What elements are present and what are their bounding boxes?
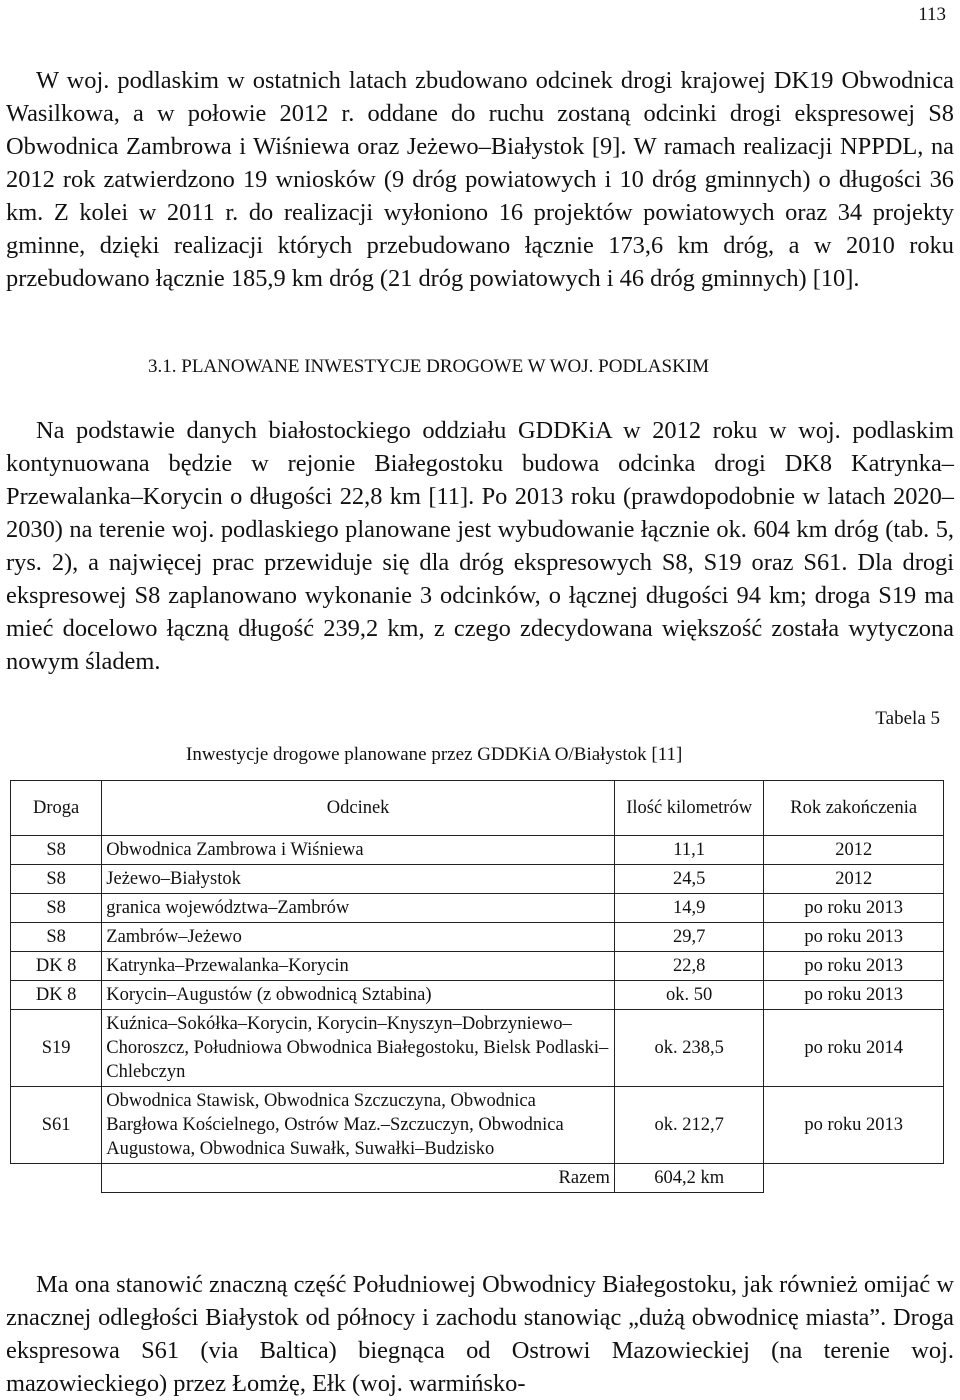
road-investments-table — [10, 780, 944, 1193]
header-road: Droga — [11, 781, 102, 836]
cell-segment: Obwodnica Stawisk, Obwodnica Szczuczyna, Obwodnica Bargłowa Kościelnego, Ostrów Maz.–Szczuczyn, Obwodnica Augustowa, Obwodnica Suwałk, Suwałki–Budzisko — [102, 1087, 615, 1164]
table-header-row — [11, 781, 944, 836]
cell-year: po roku 2013 — [764, 952, 944, 981]
table-row — [11, 865, 944, 894]
table-label: Tabela 5 — [875, 708, 940, 729]
table-row — [11, 836, 944, 865]
paragraph-s61: Ma ona stanowić znaczną część Południowej Obwodnicy Białegostoku, jak również omijać w znacznej odległości Białystok od północy i zachodu stanowiąc „dużą obwodnicę miasta”. Droga ekspresowa S61 (via Baltica) biegnąca od Ostrowi Mazowieckiej (na terenie woj. mazowieckiego) przez Łomżę, Ełk (woj. warmińsko- — [6, 1271, 954, 1397]
section-heading: 3.1. PLANOWANE INWESTYCJE DROGOWE W WOJ. PODLASKIM — [148, 356, 710, 377]
cell-segment: Jeżewo–Białystok — [102, 865, 615, 894]
cell-length: 22,8 — [614, 952, 763, 981]
paragraph-intro: W woj. podlaskim w ostatnich latach zbudowano odcinek drogi krajowej DK19 Obwodnica Wasilkowa, a w połowie 2012 r. oddane do ruchu zostaną odcinki drogi ekspresowej S8 Obwodnica Zambrowa i Wiśniewa oraz Jeżewo–Białystok [9]. W ramach realizacji NPPDL, na 2012 rok zatwierdzono 19 wniosków (9 dróg powiatowych i 10 dróg gminnych) o długości 36 km. Z kolei w 2011 r. do realizacji wyłoniono 16 projektów powiatowych oraz 34 projekty gminne, dzięki realizacji których przebudowano łącznie 173,6 km dróg, a w 2010 roku przebudowano łącznie 185,9 km dróg (21 dróg powiatowych i 46 dróg gminnych) [10]. — [6, 67, 954, 292]
table-caption: Inwestycje drogowe planowane przez GDDKiA O/Białystok [11] — [186, 744, 683, 765]
header-segment: Odcinek — [102, 781, 615, 836]
cell-segment: granica województwa–Zambrów — [102, 894, 615, 923]
cell-length: 14,9 — [614, 894, 763, 923]
header-length: Ilość kilometrów — [614, 781, 763, 836]
empty-cell — [764, 1164, 944, 1193]
header-year: Rok zakończenia — [764, 781, 944, 836]
page-number: 113 — [918, 4, 946, 25]
cell-length: ok. 238,5 — [614, 1010, 763, 1087]
cell-road: S19 — [11, 1010, 102, 1087]
cell-road: DK 8 — [11, 981, 102, 1010]
paragraph-plans: Na podstawie danych białostockiego oddziału GDDKiA w 2012 roku w woj. podlaskim kontynuowana będzie w rejonie Białegostoku budowa odcinka drogi DK8 Katrynka–Przewalanka–Korycin o długości 22,8 km [11]. Po 2013 roku (prawdopodobnie w latach 2020–2030) na terenie woj. podlaskiego planowane jest wybudowanie łącznie ok. 604 km dróg (tab. 5, rys. 2), a najwięcej prac przewiduje się dla dróg ekspresowych S8, S19 oraz S61. Dla drogi ekspresowej S8 zaplanowano wykonanie 3 odcinków, o łącznej długości 94 km; droga S19 ma mieć docelowo łączną długość 239,2 km, z czego zdecydowana większość została wytyczona nowym śladem. — [6, 417, 954, 675]
cell-segment: Kuźnica–Sokółka–Korycin, Korycin–Knyszyn–Dobrzyniewo–Choroszcz, Południowa Obwodnica Białegostoku, Bielsk Podlaski–Chlebczyn — [102, 1010, 615, 1087]
cell-road: S61 — [11, 1087, 102, 1164]
cell-road: S8 — [11, 923, 102, 952]
cell-segment: Katrynka–Przewalanka–Korycin — [102, 952, 615, 981]
table-row — [11, 981, 944, 1010]
cell-year: po roku 2014 — [764, 1010, 944, 1087]
cell-road: S8 — [11, 894, 102, 923]
cell-road: S8 — [11, 836, 102, 865]
cell-year: po roku 2013 — [764, 923, 944, 952]
cell-length: 24,5 — [614, 865, 763, 894]
table-row — [11, 894, 944, 923]
cell-road: S8 — [11, 865, 102, 894]
table-row — [11, 952, 944, 981]
cell-length: ok. 212,7 — [614, 1087, 763, 1164]
table-row — [11, 1010, 944, 1087]
total-value: 604,2 km — [614, 1164, 763, 1193]
cell-length: ok. 50 — [614, 981, 763, 1010]
cell-year: po roku 2013 — [764, 1087, 944, 1164]
cell-year: po roku 2013 — [764, 894, 944, 923]
cell-segment: Korycin–Augustów (z obwodnicą Sztabina) — [102, 981, 615, 1010]
cell-year: 2012 — [764, 836, 944, 865]
empty-cell — [11, 1164, 102, 1193]
cell-segment: Obwodnica Zambrowa i Wiśniewa — [102, 836, 615, 865]
cell-length: 11,1 — [614, 836, 763, 865]
cell-year: 2012 — [764, 865, 944, 894]
table-total-row — [11, 1164, 944, 1193]
table-row — [11, 1087, 944, 1164]
cell-road: DK 8 — [11, 952, 102, 981]
cell-length: 29,7 — [614, 923, 763, 952]
table-row — [11, 923, 944, 952]
total-label: Razem — [102, 1164, 615, 1193]
cell-year: po roku 2013 — [764, 981, 944, 1010]
cell-segment: Zambrów–Jeżewo — [102, 923, 615, 952]
